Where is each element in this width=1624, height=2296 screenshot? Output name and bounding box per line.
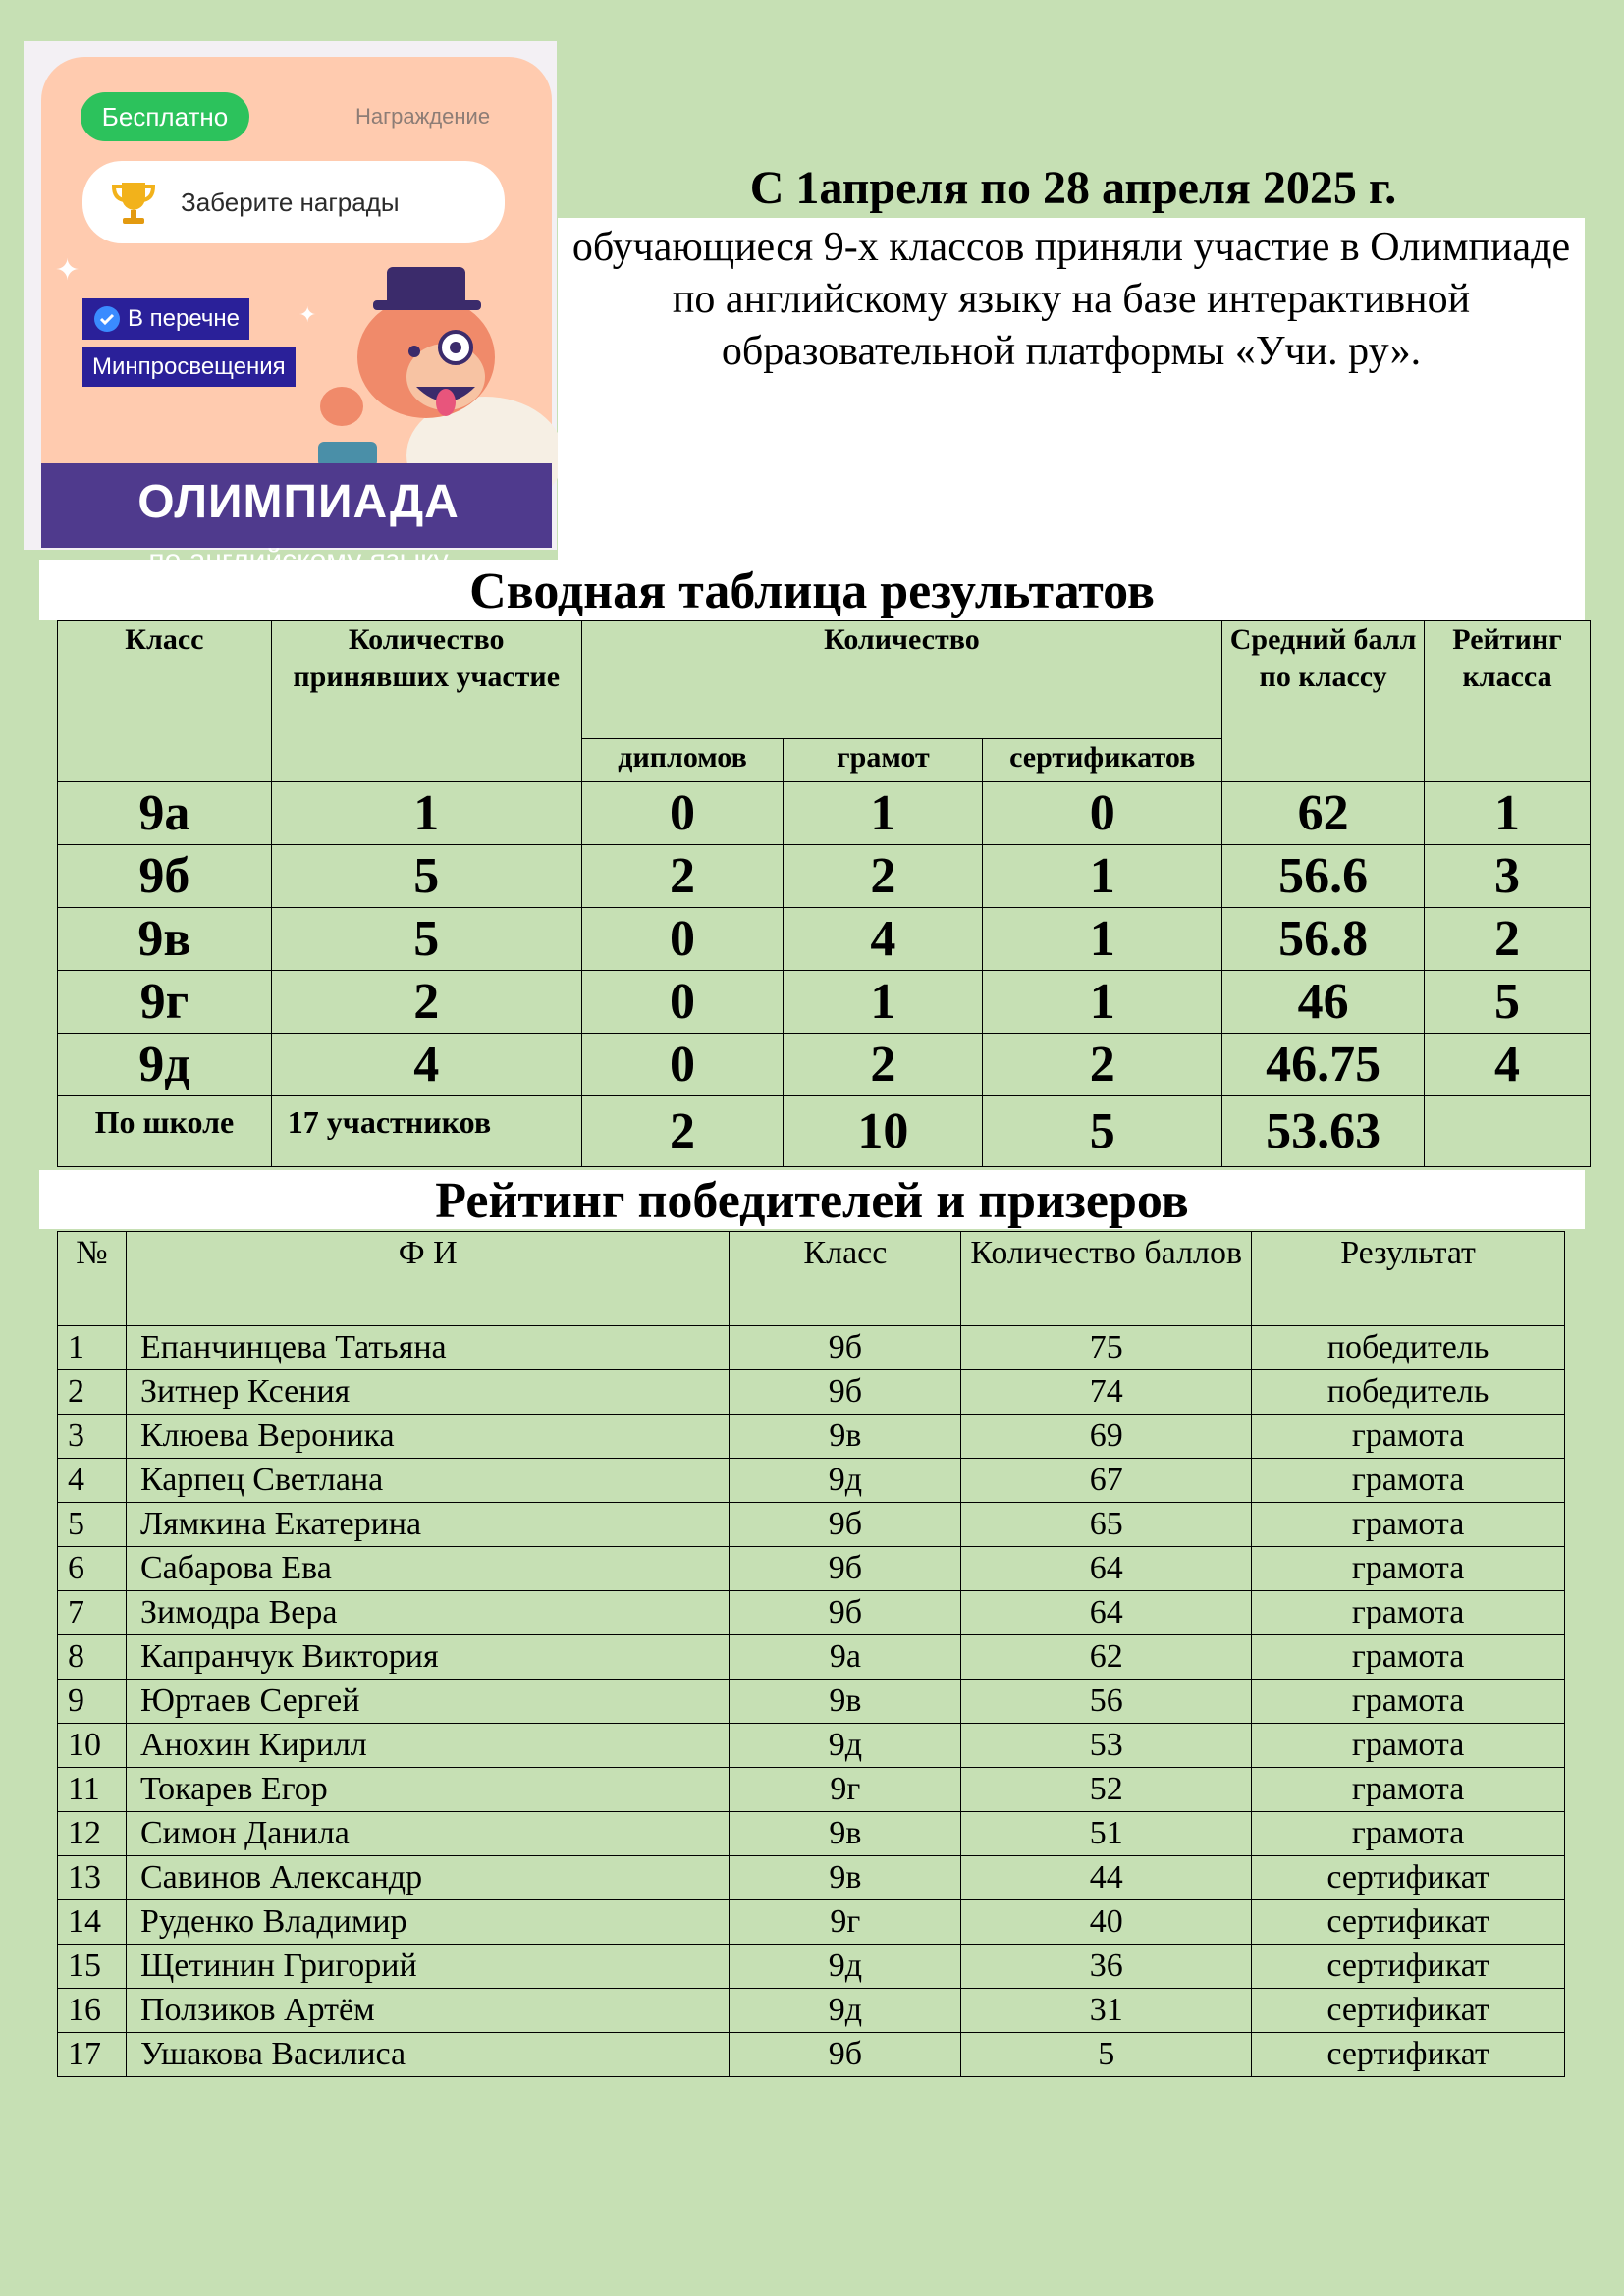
sparkle-icon: ✦ [298,302,317,327]
table-row [58,1900,1565,1945]
participants-cell: 5 [271,845,581,908]
number-cell: 4 [58,1459,127,1503]
number-cell: 15 [58,1945,127,1989]
name-cell: Зимодра Вера [126,1591,730,1635]
table-row [58,1724,1565,1768]
score-cell: 64 [961,1547,1252,1591]
summary-row [58,845,1591,908]
name-cell: Юртаев Сергей [126,1680,730,1724]
total-label-cell: По школе [58,1096,272,1167]
dog-mascot-icon [289,249,552,485]
average-cell: 46.75 [1222,1034,1425,1096]
result-cell: грамота [1252,1724,1565,1768]
result-cell: победитель [1252,1326,1565,1370]
score-cell: 74 [961,1370,1252,1415]
banner-card [41,57,552,548]
header-score: Количество баллов [961,1232,1252,1326]
header-rating: Рейтинг класса [1425,621,1591,782]
verified-check-icon [92,304,122,334]
class-cell: 9в [730,1680,961,1724]
number-cell: 7 [58,1591,127,1635]
result-cell: грамота [1252,1812,1565,1856]
table-row [58,1989,1565,2033]
result-cell: грамота [1252,1503,1565,1547]
score-cell: 31 [961,1989,1252,2033]
certificates-cell: 1 [983,845,1222,908]
header-participants: Количество принявших участие [271,621,581,782]
name-cell: Сабарова Ева [126,1547,730,1591]
total-diplomas-cell: 2 [581,1096,784,1167]
score-cell: 56 [961,1680,1252,1724]
result-cell: сертификат [1252,1945,1565,1989]
header-result: Результат [1252,1232,1565,1326]
table-row [58,1415,1565,1459]
table-row [58,1370,1565,1415]
number-cell: 16 [58,1989,127,2033]
class-cell: 9д [730,1989,961,2033]
name-cell: Руденко Владимир [126,1900,730,1945]
rating-cell: 1 [1425,782,1591,845]
diplomas-cell: 0 [581,782,784,845]
rating-cell: 2 [1425,908,1591,971]
number-cell: 5 [58,1503,127,1547]
result-cell: грамота [1252,1547,1565,1591]
header-certificates: сертификатов [983,739,1222,782]
table-row [58,1812,1565,1856]
table-row [58,1680,1565,1724]
class-cell: 9б [58,845,272,908]
header-count: Количество [581,621,1222,739]
result-cell: сертификат [1252,1989,1565,2033]
rating-cell: 5 [1425,971,1591,1034]
summary-total-row [58,1096,1591,1167]
name-cell: Анохин Кирилл [126,1724,730,1768]
score-cell: 36 [961,1945,1252,1989]
table-row [58,1503,1565,1547]
class-cell: 9г [730,1900,961,1945]
ranking-title: Рейтинг победителей и призеров [39,1170,1585,1229]
number-cell: 9 [58,1680,127,1724]
ranking-table [57,1231,1565,2077]
name-cell: Ушакова Василиса [126,2033,730,2077]
rating-cell: 3 [1425,845,1591,908]
result-cell: грамота [1252,1591,1565,1635]
name-cell: Клюева Вероника [126,1415,730,1459]
name-cell: Епанчинцева Татьяна [126,1326,730,1370]
class-cell: 9б [730,1547,961,1591]
certificates-cell: 1 [983,971,1222,1034]
class-cell: 9в [730,1856,961,1900]
class-cell: 9д [730,1724,961,1768]
diplomas-cell: 2 [581,845,784,908]
header-diplomas: дипломов [581,739,784,782]
summary-title: Сводная таблица результатов [39,560,1585,620]
name-cell: Зитнер Ксения [126,1370,730,1415]
number-cell: 8 [58,1635,127,1680]
table-row [58,2033,1565,2077]
total-gramoty-cell: 10 [784,1096,983,1167]
intro-box [558,218,1585,573]
name-cell: Щетинин Григорий [126,1945,730,1989]
gramoty-cell: 1 [784,782,983,845]
result-cell: сертификат [1252,2033,1565,2077]
header-class: Класс [730,1232,961,1326]
number-cell: 10 [58,1724,127,1768]
class-cell: 9д [730,1945,961,1989]
score-cell: 62 [961,1635,1252,1680]
score-cell: 44 [961,1856,1252,1900]
header-name: Ф И [126,1232,730,1326]
score-cell: 51 [961,1812,1252,1856]
score-cell: 67 [961,1459,1252,1503]
gramoty-cell: 2 [784,1034,983,1096]
number-cell: 17 [58,2033,127,2077]
header-number: № [58,1232,127,1326]
class-cell: 9б [730,1370,961,1415]
result-cell: победитель [1252,1370,1565,1415]
participants-cell: 4 [271,1034,581,1096]
name-cell: Ползиков Артём [126,1989,730,2033]
total-participants-cell: 17 участников [271,1096,581,1167]
name-cell: Токарев Егор [126,1768,730,1812]
summary-row [58,1034,1591,1096]
summary-row [58,971,1591,1034]
average-cell: 56.8 [1222,908,1425,971]
olympiad-banner [24,41,557,550]
certificates-cell: 2 [983,1034,1222,1096]
name-cell: Симон Данила [126,1812,730,1856]
result-cell: грамота [1252,1415,1565,1459]
participants-cell: 2 [271,971,581,1034]
class-cell: 9в [730,1415,961,1459]
certificates-cell: 1 [983,908,1222,971]
average-cell: 62 [1222,782,1425,845]
participants-cell: 1 [271,782,581,845]
class-cell: 9д [58,1034,272,1096]
class-cell: 9а [730,1635,961,1680]
class-cell: 9б [730,1503,961,1547]
class-cell: 9в [730,1812,961,1856]
score-cell: 40 [961,1900,1252,1945]
number-cell: 11 [58,1768,127,1812]
number-cell: 12 [58,1812,127,1856]
result-cell: грамота [1252,1768,1565,1812]
diplomas-cell: 0 [581,908,784,971]
list-badge: В перечне [82,298,249,340]
class-cell: 9д [730,1459,961,1503]
header-average: Средний балл по классу [1222,621,1425,782]
table-row [58,1547,1565,1591]
table-row [58,1591,1565,1635]
average-cell: 46 [1222,971,1425,1034]
score-cell: 65 [961,1503,1252,1547]
table-row [58,1635,1565,1680]
gramoty-cell: 4 [784,908,983,971]
sparkle-icon: ✦ [55,254,81,287]
number-cell: 2 [58,1370,127,1415]
score-cell: 69 [961,1415,1252,1459]
score-cell: 53 [961,1724,1252,1768]
diplomas-cell: 0 [581,971,784,1034]
score-cell: 52 [961,1768,1252,1812]
summary-row [58,908,1591,971]
result-cell: грамота [1252,1680,1565,1724]
total-certificates-cell: 5 [983,1096,1222,1167]
result-cell: сертификат [1252,1856,1565,1900]
name-cell: Капранчук Виктория [126,1635,730,1680]
trophy-icon [106,175,161,230]
score-cell: 75 [961,1326,1252,1370]
number-cell: 3 [58,1415,127,1459]
name-cell: Карпец Светлана [126,1459,730,1503]
class-cell: 9в [58,908,272,971]
table-row [58,1945,1565,1989]
diplomas-cell: 0 [581,1034,784,1096]
gramoty-cell: 1 [784,971,983,1034]
header-gramoty: грамот [784,739,983,782]
average-cell: 56.6 [1222,845,1425,908]
number-cell: 13 [58,1856,127,1900]
table-row [58,1459,1565,1503]
class-cell: 9г [58,971,272,1034]
dates-heading: С 1апреля по 28 апреля 2025 г. [749,162,1397,214]
olympiad-title: ОЛИМПИАДА [137,476,460,528]
rating-cell: 4 [1425,1034,1591,1096]
class-cell: 9б [730,2033,961,2077]
participants-cell: 5 [271,908,581,971]
intro-text: обучающиеся 9-х классов приняли участие в Олимпиаде по английскому языку на базе интерактивной образовательной платформы «Учи. ру». [571,225,1571,374]
summary-row [58,782,1591,845]
number-cell: 1 [58,1326,127,1370]
award-label: Награждение [355,104,491,129]
rewards-pill [82,161,505,243]
summary-table [57,620,1591,1167]
rewards-label: Заберите награды [181,187,400,217]
certificates-cell: 0 [983,782,1222,845]
result-cell: грамота [1252,1459,1565,1503]
table-row [58,1326,1565,1370]
table-row [58,1768,1565,1812]
ranking-rows [58,1326,1565,2077]
class-cell: 9б [730,1591,961,1635]
class-cell: 9г [730,1768,961,1812]
result-cell: сертификат [1252,1900,1565,1945]
name-cell: Савинов Александр [126,1856,730,1900]
ministry-badge: Минпросвещения [82,347,296,387]
class-cell: 9б [730,1326,961,1370]
result-cell: грамота [1252,1635,1565,1680]
total-average-cell: 53.63 [1222,1096,1425,1167]
free-pill: Бесплатно [81,92,249,141]
gramoty-cell: 2 [784,845,983,908]
name-cell: Лямкина Екатерина [126,1503,730,1547]
header-class: Класс [58,621,272,782]
table-row [58,1856,1565,1900]
number-cell: 6 [58,1547,127,1591]
score-cell: 5 [961,2033,1252,2077]
total-rating-cell [1425,1096,1591,1167]
class-cell: 9а [58,782,272,845]
score-cell: 64 [961,1591,1252,1635]
number-cell: 14 [58,1900,127,1945]
